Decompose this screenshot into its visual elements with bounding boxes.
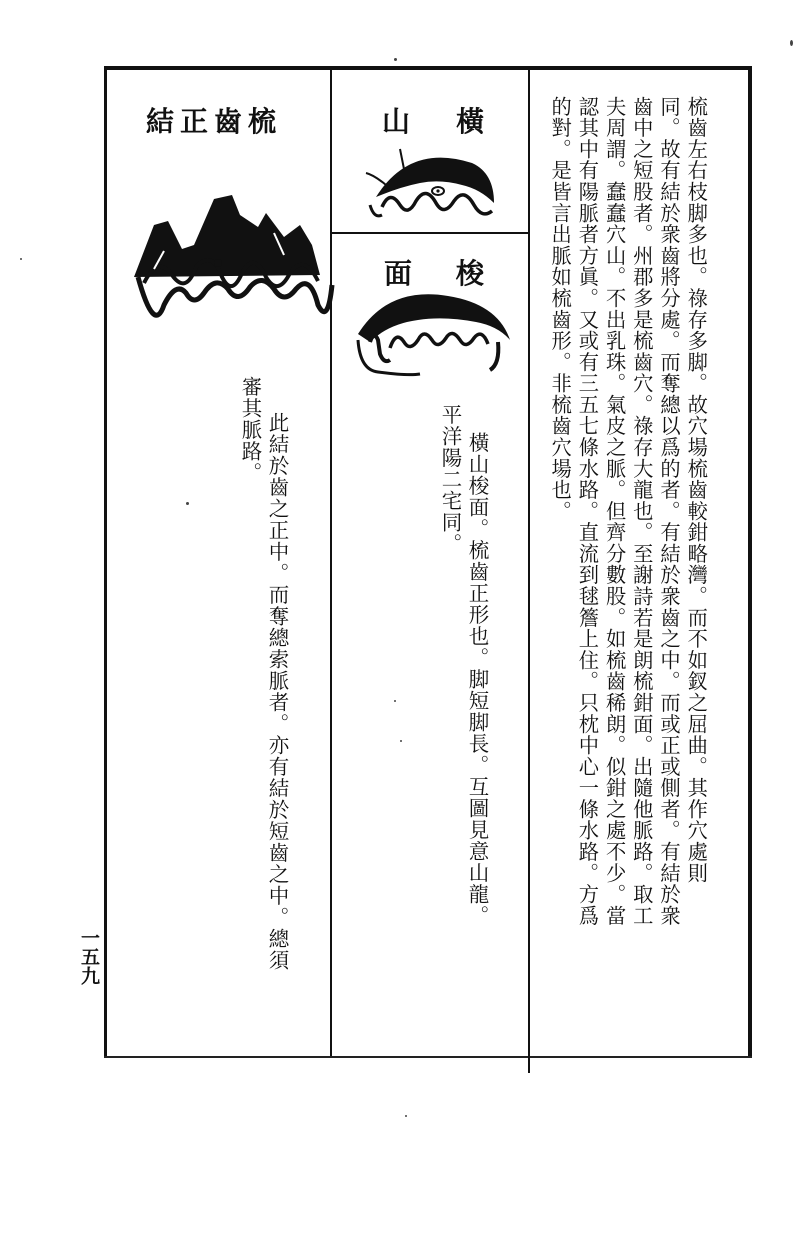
scan-speck [405,1115,407,1117]
page-number: 一五九 [78,928,100,985]
main-text-column: 夫周謂。蠢蠢穴山。不出乳珠。氣皮之脈。但齊分數股。如梳齒稀朗。似鉗之處不少。當 [602,96,627,927]
main-text-column: 同。故有結於衆齒將分處。而奪總以爲的者。有結於衆齒之中。而或正或側者。有結於衆 [657,96,682,927]
main-text-column: 的對。是皆言出脈如梳齒形。非梳齒穴場也。 [548,96,573,522]
page-frame-bottom [104,1056,752,1058]
scan-speck [400,740,402,742]
caption-column: 審其脈路。 [238,376,262,484]
scan-speck [790,40,793,46]
diagram-title-ridge-face: 梭面 [384,257,529,290]
scan-speck [394,58,397,61]
caption-column: 橫山梭面。梳齒正形也。脚短脚長。互圖見意山龍。 [465,432,489,927]
comb-teeth-caption [236,376,290,1062]
divider-middle-horizontal [332,232,528,234]
divider-right [528,68,530,1073]
main-text-column: 梳齒左右枝脚多也。祿存多脚。故穴場梳齒較鉗略灣。而不如釵之屈曲。其作穴處則 [684,96,709,884]
diagram-title-horizontal-mountain: 橫山 [382,105,531,138]
main-text-block [546,96,709,1056]
ridge-face-diagram [348,290,518,380]
scan-speck [20,258,22,260]
scan-speck [394,700,396,702]
horizontal-mountain-diagram [360,145,510,225]
ridge-face-caption [436,404,490,1032]
caption-column: 此結於齒之正中。而奪總索脈者。亦有結於短齒之中。總須 [265,412,289,971]
caption-column: 平洋陽二宅同。 [438,404,462,555]
scan-speck [186,502,189,505]
main-text-column: 齒中之短股者。州郡多是梳齒穴。祿存大龍也。至謝詩若是朗梳鉗面。出隨他脈路。取工 [629,96,654,927]
comb-teeth-diagram [124,185,344,345]
main-text-column: 認其中有陽脈者方眞。又或有三五七條水路。直流到毬簷上住。只枕中心一條水路。方爲 [575,96,600,927]
diagram-title-comb-teeth-end: 梳齒正結 [146,105,283,138]
